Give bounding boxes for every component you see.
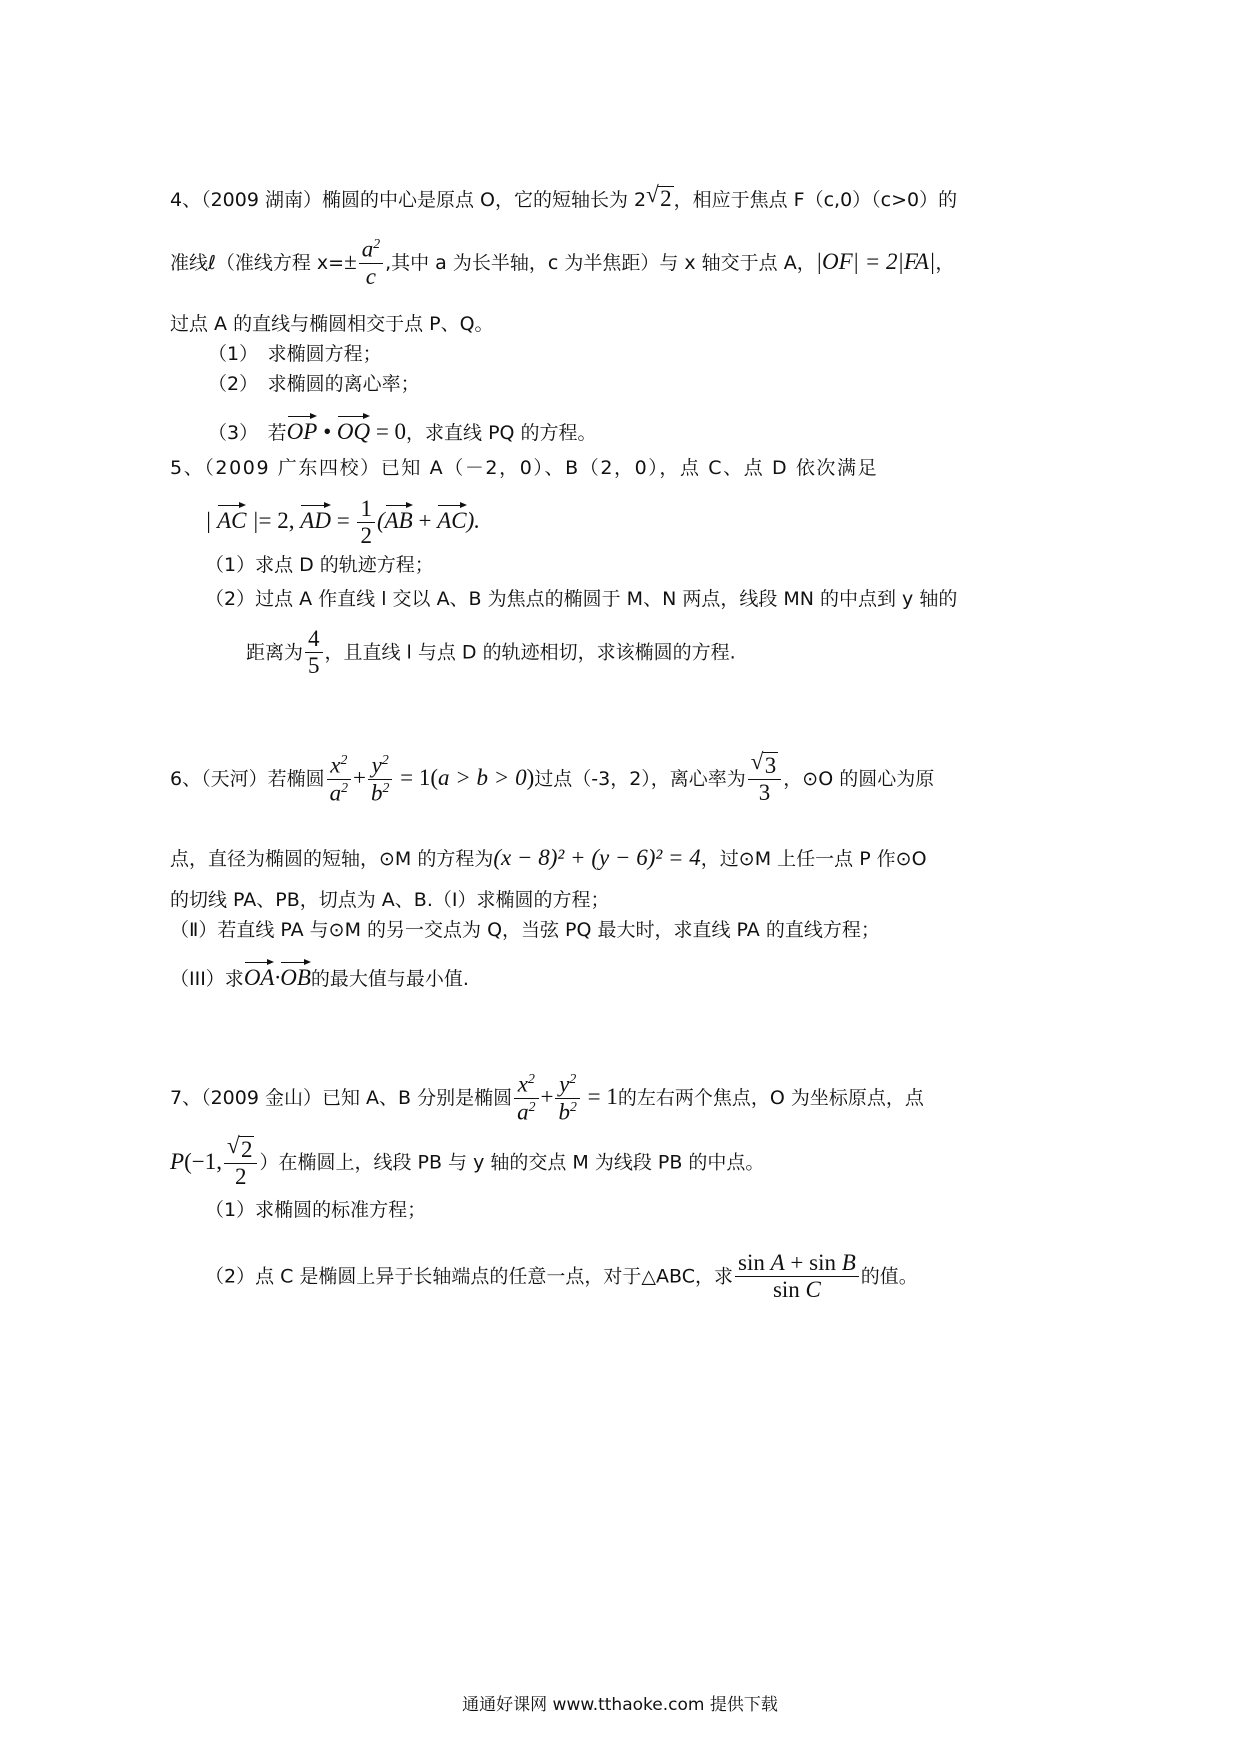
p6-line3: 的切线 PA、PB，切点为 A、B.（Ⅰ）求椭圆的方程； [170,889,610,911]
p5-q1: （1）求点 D 的轨迹方程； [205,554,434,576]
p4-line2-mid: ,其中 a 为长半轴，c 为半焦距）与 x 轴交于点 A， [385,251,816,274]
plus-minus: ± [344,248,357,274]
p4-line3: 过点 A 的直线与椭圆相交于点 P、Q。 [170,313,494,335]
p4-line1 [170,186,957,210]
p7-q1: （1）求椭圆的标准方程； [205,1199,427,1221]
p7-line2 [170,1136,764,1191]
p6-line1-rest: ，⊙O 的圆心为原 [783,767,935,790]
p4-line1-text: 4、（2009 湖南）椭圆的中心是原点 O，它的短轴长为 2 [170,189,647,211]
p4-q1: （1） 求椭圆方程； [208,343,382,365]
p5-q2: （2）过点 A 作直线 l 交以 A、B 为焦点的椭圆于 M、N 两点，线段 MN 的中点到 y 轴的 [205,588,958,610]
p6-line1-mid: 过点（-3，2），离心率为 [534,767,746,790]
p7-line1 [170,1071,924,1126]
p7-q2 [205,1250,918,1304]
p6-line1-text: 6、（天河）若椭圆 [170,767,325,790]
dot-product-equation: OP • OQ = 0 [287,419,406,444]
p6-line2-text: 点，直径为椭圆的短轴，⊙M 的方程为 [170,848,494,870]
point-p: P(−1, √ $\frac{2}{2}$ [170,1149,259,1174]
p6-line5 [170,960,469,989]
p5-q2-rest: ，且直线 l 与点 D 的轨迹相切，求该椭圆的方程. [324,641,736,664]
p4-q3-label: （3） 若 [208,422,287,444]
p5-q2-text: 距离为 [246,641,304,664]
p6-line2-rest: ，过⊙M 上任一点 P 作⊙O [700,848,927,870]
p4-line1-rest: ，相应于焦点 F（c,0）（c>0）的 [673,189,958,211]
p6-line1 [170,752,934,807]
fraction-a2-over-c: $\frac{a^2}{c}$ [359,236,383,291]
p7-line1-rest: 的左右两个焦点，O 为坐标原点，点 [617,1086,924,1109]
p4-q3 [208,414,597,443]
p5-line2 [205,496,480,550]
fraction-sqrt3-3: √ $\frac{3}{3}$ [748,752,782,807]
p7-line2-rest: ）在椭圆上，线段 PB 与 y 轴的交点 M 为线段 PB 的中点。 [259,1151,765,1174]
p4-line2-text: 准线ℓ（准线方程 x= [170,251,345,274]
p5-q2-line2 [246,626,736,680]
footer: 通通好课网 www.tthaoke.com 提供下载 [462,1695,778,1715]
p6-line4: （Ⅱ）若直线 PA 与⊙M 的另一交点为 Q，当弦 PQ 最大时，求直线 PA 的直线方程； [170,919,880,941]
p4-line2 [170,236,954,291]
p7-q2-text: （2）点 C 是椭圆上异于长轴端点的任意一点，对于△ABC，求 [205,1265,734,1288]
p6-line2 [170,846,927,869]
p4-q2: （2） 求椭圆的离心率； [208,373,420,395]
circle-m-equation: (x − 8)² + (y − 6)² = 4 [493,845,701,870]
vector-condition: | AC |= 2, AD = $\frac{1}{2}$ (AB + AC). [205,496,481,549]
oa-dot-ob: OA·OB [244,965,311,990]
ellipse-equation-2: $\frac{x^2}{a^2}$ + $\frac{y^2}{b^2}$ = 1 [512,1084,618,1109]
p6-line5-text: （III）求 [170,968,244,990]
sqrt-two: √ 2 [646,186,674,210]
p7-line1-text: 7、（2009 金山）已知 A、B 分别是椭圆 [170,1086,513,1109]
fraction-4-5: $\frac{4}{5}$ [305,626,323,680]
p4-line2-end: ， [935,251,955,274]
p4-q3-rest: ，求直线 PQ 的方程。 [406,422,597,444]
ellipse-equation: $\frac{x^2}{a^2}$ + $\frac{y^2}{b^2}$ = 1(a > b > 0) [325,765,535,790]
p5-line1: 5、（2009 广东四校）已知 A（－2，0）、B（2，0），点 C、点 D 依次满足 [170,457,879,479]
abs-equation: |OF| = 2|FA| [815,248,936,274]
p7-q2-rest: 的值。 [860,1265,918,1288]
p6-line5-rest: 的最大值与最小值. [310,968,469,990]
sine-ratio: $\frac{\text{sin A + sin B}}{\text{sin C}}$ [735,1250,859,1304]
